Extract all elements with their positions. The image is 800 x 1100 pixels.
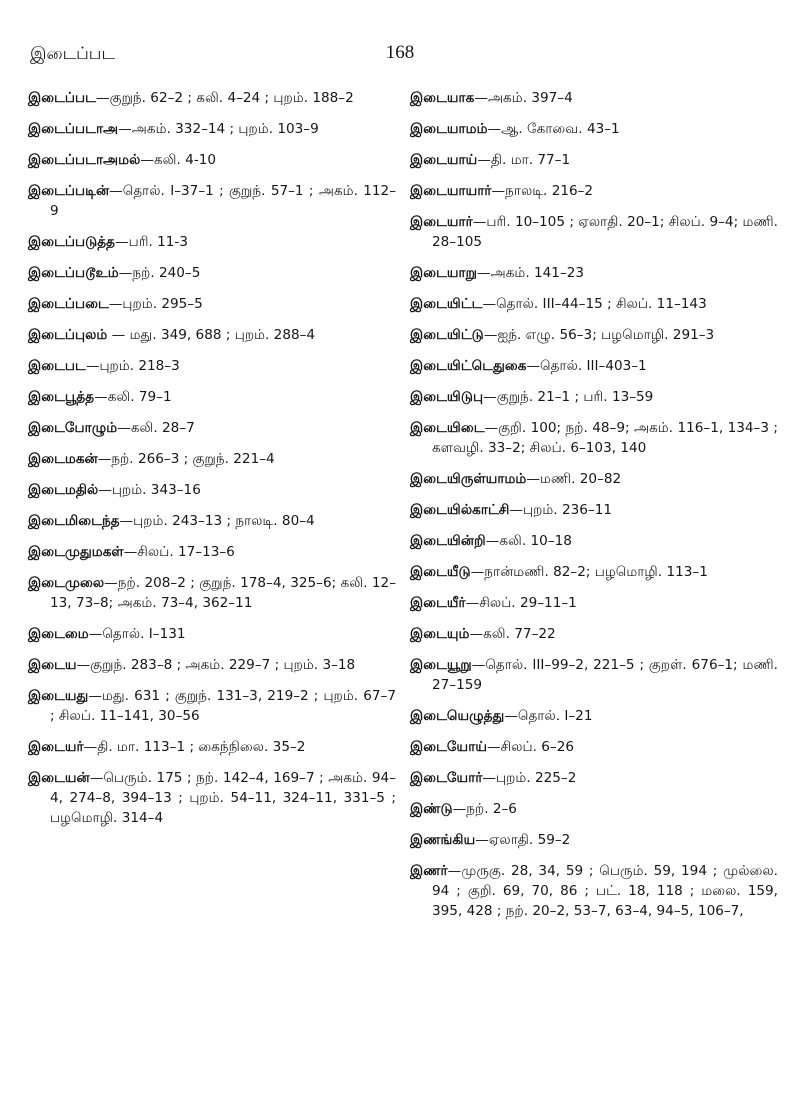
entry-headword: இடைமை xyxy=(28,626,89,642)
index-entry xyxy=(410,88,778,108)
index-entry xyxy=(28,387,396,407)
entry-references: —பெரும். 175 ; நற். 142–4, 169–7 ; அகம். 94–4, 274–8, 394–13 ; புறம். 54–11, 324–11, 331–5 ; பழமொழி. 314–4 xyxy=(50,770,396,826)
index-entry xyxy=(410,150,778,170)
index-entry xyxy=(28,573,396,613)
entry-references: —தொல். I–21 xyxy=(504,708,593,724)
index-entry xyxy=(410,387,778,407)
index-entry xyxy=(410,799,778,819)
entry-references: —பரி. 11-3 xyxy=(114,234,188,250)
entry-references: —புறம். 295–5 xyxy=(108,296,203,312)
index-entry xyxy=(410,531,778,551)
index-entry xyxy=(410,418,778,458)
index-entry xyxy=(410,624,778,644)
entry-references: —கலி. 4-10 xyxy=(140,152,217,168)
index-entry xyxy=(410,706,778,726)
entry-references: —நற். 208–2 ; குறுந். 178–4, 325–6; கலி. 12–13, 73–8; அகம். 73–4, 362–11 xyxy=(50,575,396,611)
index-entry xyxy=(28,181,396,221)
index-entry xyxy=(410,737,778,757)
entry-headword: இடையீடு xyxy=(410,564,471,580)
entry-headword: இடையர் xyxy=(28,739,84,755)
entry-headword: இடையார் xyxy=(410,214,473,230)
entry-references: —தொல். I–131 xyxy=(88,626,186,642)
entry-headword: இடையோய் xyxy=(410,739,487,755)
entry-headword: இடையீர் xyxy=(410,595,466,611)
entry-headword: இணங்கிய xyxy=(410,832,476,848)
entry-references: —சிலப். 29–11–1 xyxy=(465,595,577,611)
entry-references: —கலி. 28–7 xyxy=(117,420,195,436)
entry-references: —தி. மா. 77–1 xyxy=(477,152,571,168)
entry-headword: இடையூறு xyxy=(410,657,472,673)
entry-headword: இணர் xyxy=(410,863,448,879)
index-entry xyxy=(28,150,396,170)
index-entry xyxy=(28,418,396,438)
entry-references: —கலி. 77–22 xyxy=(469,626,556,642)
entry-references: —நற். 2–6 xyxy=(452,801,517,817)
index-entry xyxy=(28,232,396,252)
entry-headword: இடையிடுபு xyxy=(410,389,484,405)
index-entry xyxy=(28,655,396,675)
entry-references: —நற். 240–5 xyxy=(118,265,201,281)
entry-headword: இடைமுலை xyxy=(28,575,105,591)
entry-references: —தொல். III–44–15 ; சிலப். 11–143 xyxy=(482,296,707,312)
entry-references: —தொல். I–37–1 ; குறுந். 57–1 ; அகம். 112–9 xyxy=(50,183,396,219)
entry-headword: இடைய xyxy=(28,657,77,673)
index-entry xyxy=(28,88,396,108)
entry-references: —முருகு. 28, 34, 59 ; பெரும். 59, 194 ; முல்லை. 94 ; குறி. 69, 70, 86 ; பட். 18, 118 ; மலை. 159, 395, 428 ; நற். 20–2, 53–7, 63–4, 94–5, 106–7, xyxy=(432,863,778,919)
right-column xyxy=(410,88,778,932)
entry-headword: இடையிட்டெதுகை xyxy=(410,358,527,374)
index-entry xyxy=(410,768,778,788)
entry-headword: இடைபோழும் xyxy=(28,420,118,436)
index-entry xyxy=(410,212,778,252)
index-entry xyxy=(28,686,396,726)
left-column xyxy=(28,88,396,932)
entry-references: —புறம். 218–3 xyxy=(85,358,180,374)
entry-references: —நாலடி. 216–2 xyxy=(491,183,594,199)
entry-references: —தொல். III–99–2, 221–5 ; குறள். 676–1; மணி. 27–159 xyxy=(432,657,778,693)
entry-headword: இடையாயார் xyxy=(410,183,492,199)
index-entry xyxy=(410,356,778,376)
entry-headword: இடையாமம் xyxy=(410,121,488,137)
entry-references: —புறம். 236–11 xyxy=(509,502,612,518)
entry-references: —புறம். 343–16 xyxy=(98,482,201,498)
entry-references: —கலி. 79–1 xyxy=(94,389,172,405)
entry-headword: இடைப்புலம் xyxy=(28,327,108,343)
entry-references: —மணி. 20–82 xyxy=(526,471,622,487)
entry-references: —சிலப். 17–13–6 xyxy=(123,544,235,560)
index-entry xyxy=(410,263,778,283)
entry-references: —குறி. 100; நற். 48–9; அகம். 116–1, 134–3 ; களவழி. 33–2; சிலப். 6–103, 140 xyxy=(432,420,778,456)
page-number: 168 xyxy=(385,42,415,63)
entry-references: —சிலப். 6–26 xyxy=(486,739,575,755)
index-entry xyxy=(28,119,396,139)
page-header xyxy=(30,40,770,76)
entry-headword: இடைப்படாஅ xyxy=(28,121,119,137)
entry-headword: இடையெழுத்து xyxy=(410,708,505,724)
index-entry xyxy=(410,562,778,582)
entry-headword: இடைப்படை xyxy=(28,296,109,312)
index-entry xyxy=(28,737,396,757)
index-entry xyxy=(28,263,396,283)
entry-headword: இடைப்படின் xyxy=(28,183,110,199)
entry-references: —நற். 266–3 ; குறுந். 221–4 xyxy=(97,451,275,467)
index-entry xyxy=(28,294,396,314)
entry-headword: இடையில்காட்சி xyxy=(410,502,510,518)
entry-headword: இடையாய் xyxy=(410,152,478,168)
entry-headword: இடைமகன் xyxy=(28,451,98,467)
index-columns xyxy=(28,88,778,932)
index-entry xyxy=(28,480,396,500)
entry-headword: இடைமுதுமகள் xyxy=(28,544,124,560)
index-entry xyxy=(28,624,396,644)
index-entry xyxy=(410,500,778,520)
entry-references: —குறுந். 21–1 ; பரி. 13–59 xyxy=(483,389,654,405)
entry-headword: இடைமதில் xyxy=(28,482,99,498)
entry-references: —ஐந். எழு. 56–3; பழமொழி. 291–3 xyxy=(483,327,715,343)
index-entry xyxy=(28,325,396,345)
index-entry xyxy=(28,511,396,531)
entry-references: —புறம். 225–2 xyxy=(482,770,577,786)
entry-references: —தி. மா. 113–1 ; கைந்நிலை. 35–2 xyxy=(83,739,306,755)
entry-references: —அகம். 332–14 ; புறம். 103–9 xyxy=(118,121,319,137)
index-entry xyxy=(28,768,396,828)
index-entry xyxy=(410,181,778,201)
entry-headword: இடையாக xyxy=(410,90,475,106)
entry-headword: இடைப்பட xyxy=(28,90,96,106)
entry-references: — மது. 349, 688 ; புறம். 288–4 xyxy=(107,327,316,343)
entry-headword: இடையிட்டு xyxy=(410,327,484,343)
index-entry xyxy=(410,469,778,489)
entry-references: —குறுந். 62–2 ; கலி. 4–24 ; புறம். 188–2 xyxy=(95,90,354,106)
entry-references: —புறம். 243–13 ; நாலடி. 80–4 xyxy=(119,513,315,529)
entry-headword: இடையாறு xyxy=(410,265,478,281)
entry-references: —பரி. 10–105 ; ஏலாதி. 20–1; சிலப். 9–4; மணி. 28–105 xyxy=(432,214,778,250)
entry-headword: இடையிட்ட xyxy=(410,296,483,312)
entry-headword: இடைபட xyxy=(28,358,86,374)
entry-headword: இடையும் xyxy=(410,626,470,642)
entry-headword: இடையிருள்யாமம் xyxy=(410,471,527,487)
entry-headword: இடைப்படாஅமல் xyxy=(28,152,141,168)
entry-headword: இடையது xyxy=(28,688,89,704)
entry-references: —அகம். 141–23 xyxy=(477,265,585,281)
entry-headword: இடைபூத்த xyxy=(28,389,95,405)
entry-references: —அகம். 397–4 xyxy=(474,90,573,106)
entry-headword: இடைமிடைந்த xyxy=(28,513,120,529)
entry-references: —தொல். III–403–1 xyxy=(526,358,647,374)
index-entry xyxy=(410,655,778,695)
entry-headword: இடைப்படுத்த xyxy=(28,234,115,250)
entry-headword: இடையன் xyxy=(28,770,90,786)
index-entry xyxy=(28,449,396,469)
entry-headword: இடையோர் xyxy=(410,770,483,786)
running-head: இடைப்பட xyxy=(30,44,115,64)
index-entry xyxy=(410,294,778,314)
entry-headword: இடைப்படூஉம் xyxy=(28,265,119,281)
index-entry xyxy=(410,861,778,921)
entry-headword: இடையின்றி xyxy=(410,533,486,549)
index-entry xyxy=(410,119,778,139)
entry-references: —நான்மணி. 82–2; பழமொழி. 113–1 xyxy=(470,564,708,580)
entry-headword: இண்டு xyxy=(410,801,453,817)
entry-headword: இடையிடை xyxy=(410,420,485,436)
entry-references: —ஏலாதி. 59–2 xyxy=(475,832,571,848)
index-entry xyxy=(410,325,778,345)
entry-references: —குறுந். 283–8 ; அகம். 229–7 ; புறம். 3–18 xyxy=(76,657,356,673)
index-entry xyxy=(410,830,778,850)
entry-references: —ஆ. கோவை. 43–1 xyxy=(487,121,620,137)
index-entry xyxy=(410,593,778,613)
entry-references: —மது. 631 ; குறுந். 131–3, 219–2 ; புறம். 67–7 ; சிலப். 11–141, 30–56 xyxy=(50,688,396,724)
index-entry xyxy=(28,542,396,562)
index-entry xyxy=(28,356,396,376)
entry-references: —கலி. 10–18 xyxy=(485,533,572,549)
